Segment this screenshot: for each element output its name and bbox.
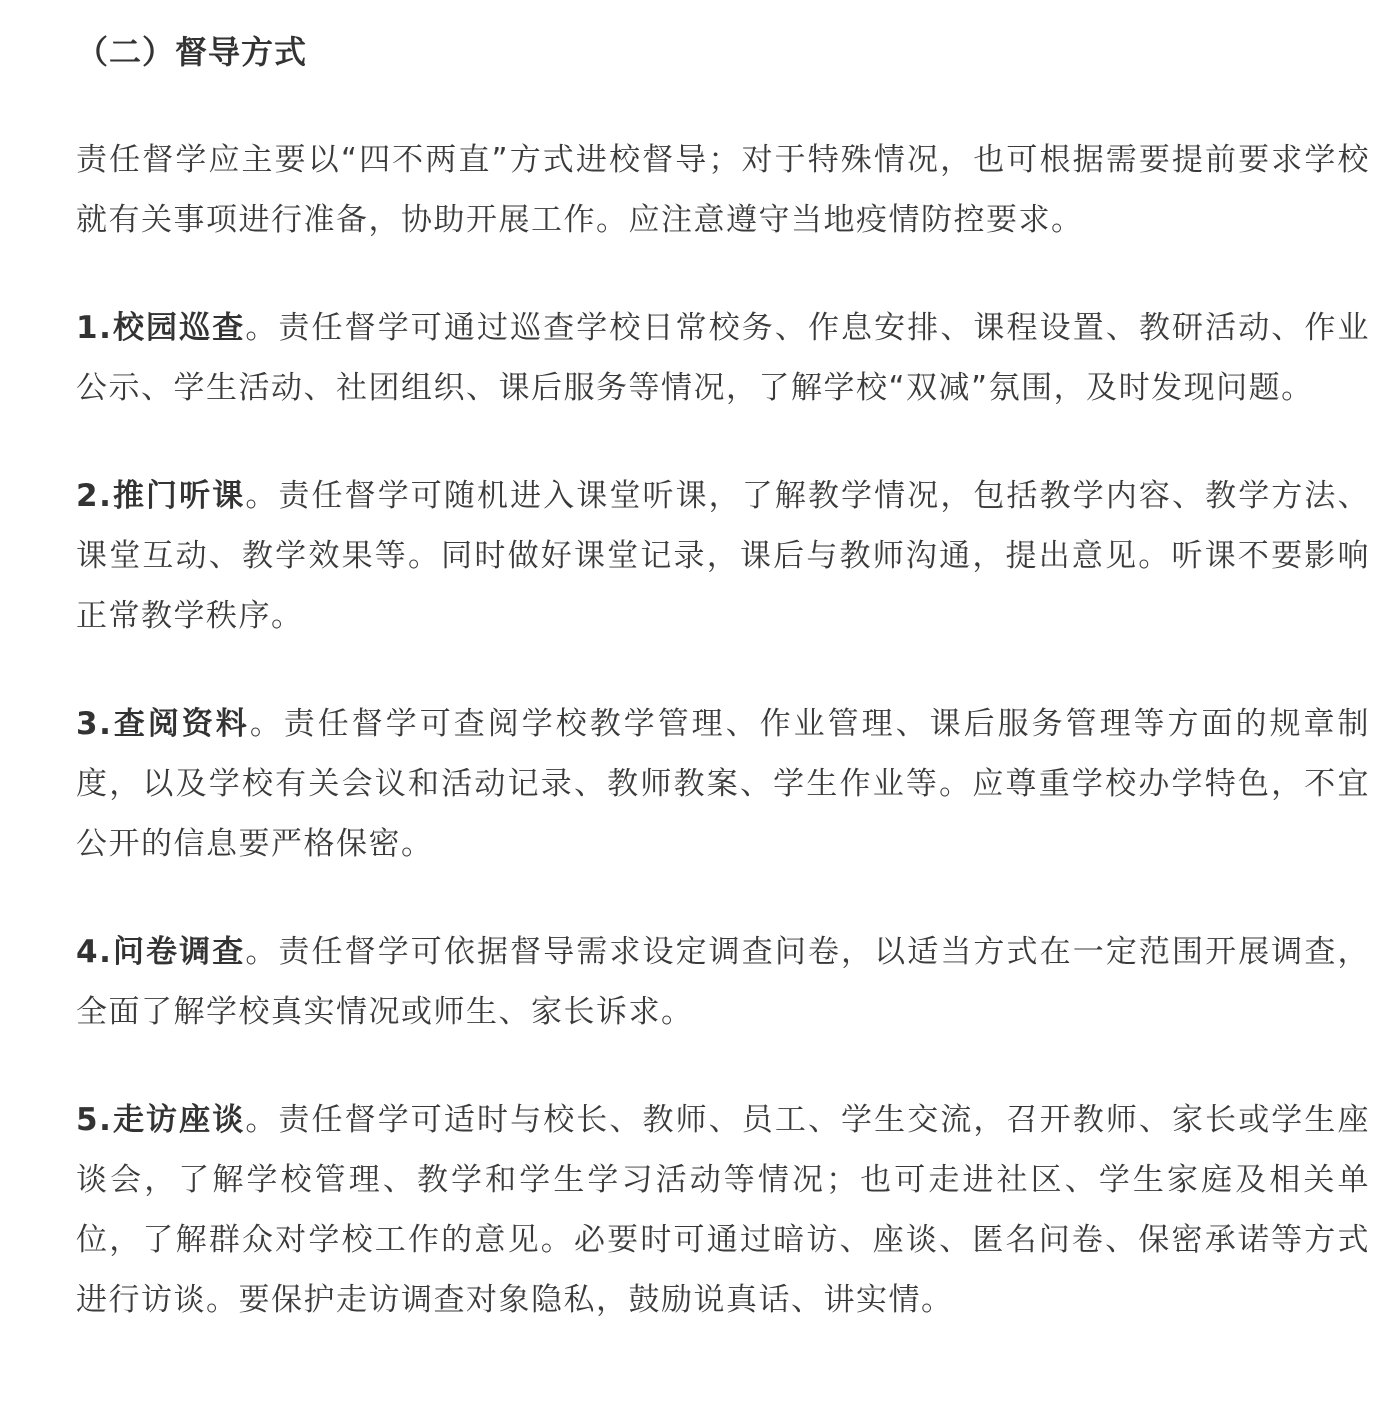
item-title: 1.校园巡查	[76, 310, 246, 346]
section-heading: （二）督导方式	[76, 33, 308, 71]
intro-paragraph: 责任督学应主要以“四不两直”方式进校督导；对于特殊情况，也可根据需要提前要求学校就有关事项进行准备，协助开展工作。应注意遵守当地疫情防控要求。	[76, 142, 1370, 238]
item-document-review	[76, 694, 1370, 874]
item-body: 。责任督学可通过巡查学校日常校务、作息安排、课程设置、教研活动、作业公示、学生活动、社团组织、课后服务等情况，了解学校“双减”氛围，及时发现问题。	[76, 310, 1370, 406]
item-questionnaire	[76, 922, 1370, 1042]
article	[76, 22, 1370, 1330]
item-title: 3.查阅资料	[76, 706, 250, 742]
item-title: 4.问卷调查	[76, 934, 246, 970]
item-title: 5.走访座谈	[76, 1102, 246, 1138]
item-body: 。责任督学可查阅学校教学管理、作业管理、课后服务管理等方面的规章制度，以及学校有关会议和活动记录、教师教案、学生作业等。应尊重学校办学特色，不宜公开的信息要严格保密。	[76, 706, 1370, 862]
item-body: 。责任督学可随机进入课堂听课，了解教学情况，包括教学内容、教学方法、课堂互动、教学效果等。同时做好课堂记录，课后与教师沟通，提出意见。听课不要影响正常教学秩序。	[76, 478, 1370, 634]
item-campus-patrol	[76, 298, 1370, 418]
item-body: 。责任督学可依据督导需求设定调查问卷，以适当方式在一定范围开展调查，全面了解学校真实情况或师生、家长诉求。	[76, 934, 1370, 1030]
item-class-visit	[76, 466, 1370, 646]
item-interview	[76, 1090, 1370, 1330]
item-title: 2.推门听课	[76, 478, 246, 514]
item-body: 。责任督学可适时与校长、教师、员工、学生交流，召开教师、家长或学生座谈会，了解学校管理、教学和学生学习活动等情况；也可走进社区、学生家庭及相关单位，了解群众对学校工作的意见。必要时可通过暗访、座谈、匿名问卷、保密承诺等方式进行访谈。要保护走访调查对象隐私，鼓励说真话、讲实情。	[76, 1102, 1370, 1318]
